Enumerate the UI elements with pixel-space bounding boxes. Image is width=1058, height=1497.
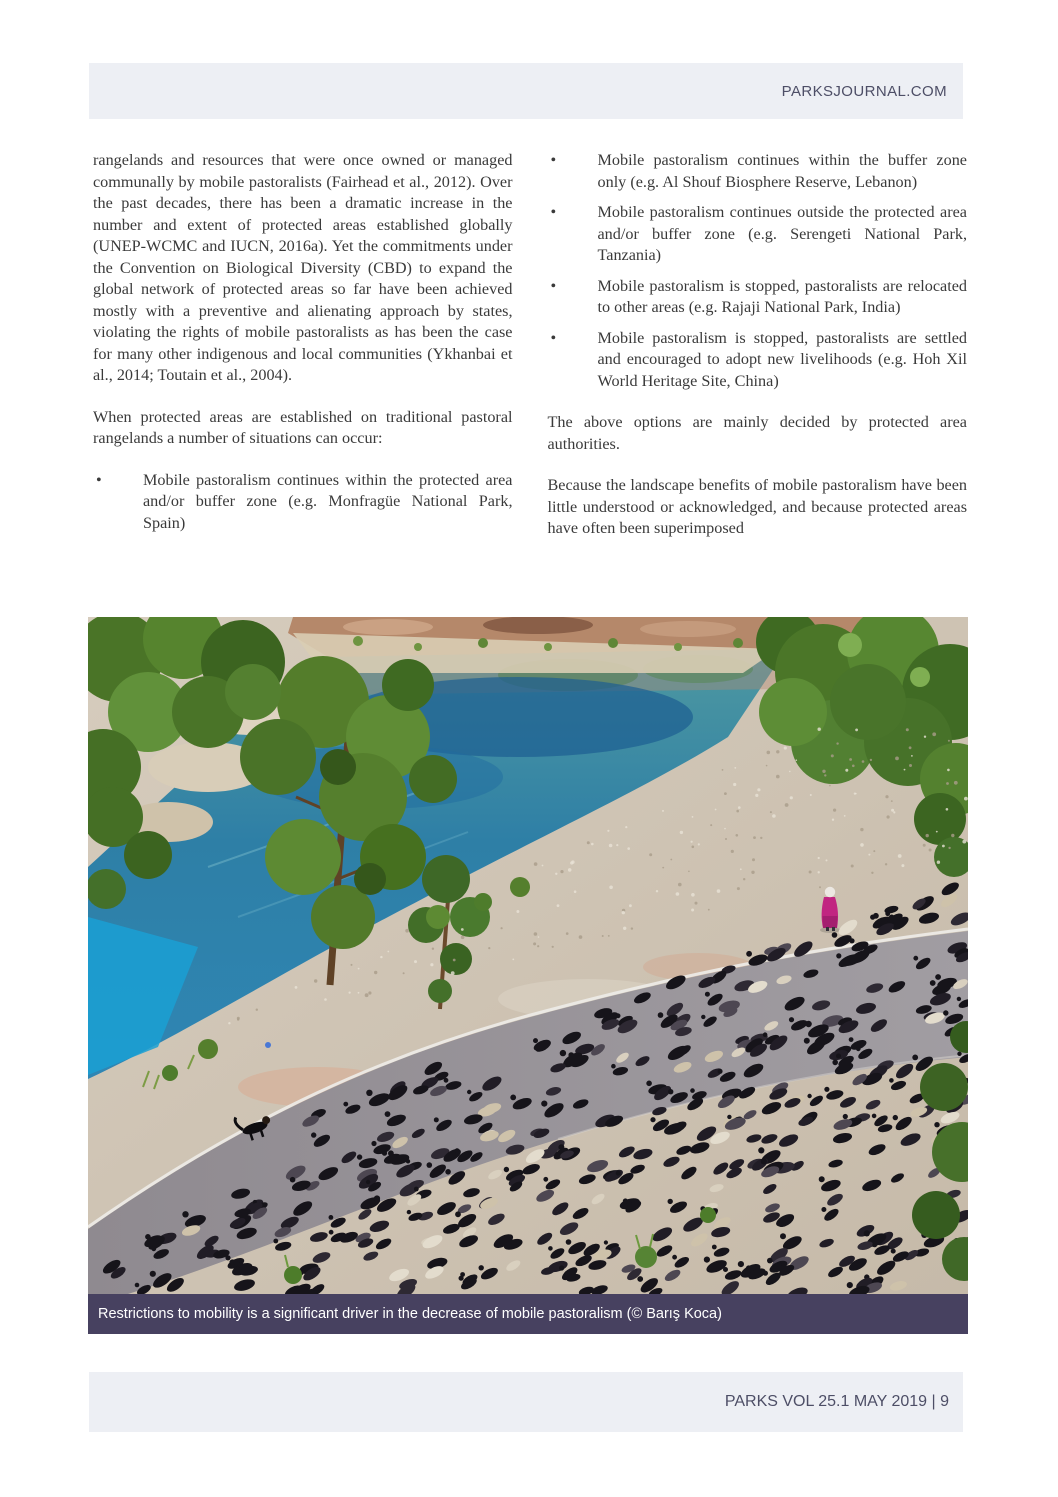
list-item-text: Mobile pastoralism continues within the protected area and/or buffer zone (e.g. Monfragüe National Park, Spain) bbox=[143, 470, 513, 532]
paragraph: rangelands and resources that were once owned or managed communally by mobile pastoralists (Fairhead et al., 2012). Over the past decades, there has been a dramatic increase in the number and extent of protected areas established globally (UNEP-WCMC and IUCN, 2016a). Yet the commitments under the Convention on Biological Diversity (CBD) to expand the global network of protected areas so far have been achieved mostly with a preventive and alienating approach by states, violating the rights of mobile pastoralists as has been the case for many other indigenous and local communities (Ykhanbai et al., 2014; Toutain et al., 2004). bbox=[93, 151, 513, 384]
list-item-text: Mobile pastoralism continues within the buffer zone only (e.g. Al Shouf Biosphere Reserve, Lebanon) bbox=[597, 151, 967, 191]
list-item-text: Mobile pastoralism is stopped, pastoralists are settled and encouraged to adopt new livelihoods (e.g. Hoh Xil World Heritage Site, China) bbox=[597, 328, 967, 390]
article-photo bbox=[88, 617, 968, 1294]
list-item bbox=[548, 150, 968, 193]
bullet-glyph: • bbox=[550, 328, 557, 347]
list-item bbox=[93, 470, 513, 535]
paragraph: The above options are mainly decided by protected area authorities. bbox=[547, 413, 967, 453]
bullet-glyph: • bbox=[550, 203, 557, 221]
paragraph: When protected areas are established on traditional pastoral rangelands a number of situations can occur: bbox=[93, 407, 513, 447]
list-item bbox=[548, 276, 968, 319]
paragraph: Because the landscape benefits of mobile pastoralism have been little understood or acknowledged, and because protected areas have often been superimposed bbox=[547, 476, 967, 537]
list-item-text: Mobile pastoralism continues outside the protected area and/or buffer zone (e.g. Serengeti National Park, Tanzania) bbox=[597, 203, 967, 264]
page-footer bbox=[89, 1372, 963, 1432]
figure bbox=[88, 617, 968, 1334]
bullet-glyph: • bbox=[550, 151, 557, 169]
figure-caption bbox=[88, 1294, 968, 1334]
column-right bbox=[548, 150, 968, 543]
list-item bbox=[548, 328, 968, 393]
footer-text: PARKS VOL 25.1 MAY 2019 | 9 bbox=[724, 1393, 949, 1410]
site-name: PARKSJOURNAL.COM bbox=[781, 82, 947, 100]
figure-caption-text: Restrictions to mobility is a significant driver in the decrease of mobile pastoralism (© Barış Koca) bbox=[98, 1306, 722, 1322]
bullet-glyph: • bbox=[550, 276, 557, 295]
article-body bbox=[93, 150, 967, 543]
page-header bbox=[89, 63, 963, 119]
blue-flower bbox=[265, 1042, 271, 1048]
list-item-text: Mobile pastoralism is stopped, pastoralists are relocated to other areas (e.g. Rajaji National Park, India) bbox=[597, 276, 967, 316]
bullet-glyph: • bbox=[96, 470, 102, 489]
list-item bbox=[548, 202, 968, 267]
column-left bbox=[93, 150, 513, 543]
